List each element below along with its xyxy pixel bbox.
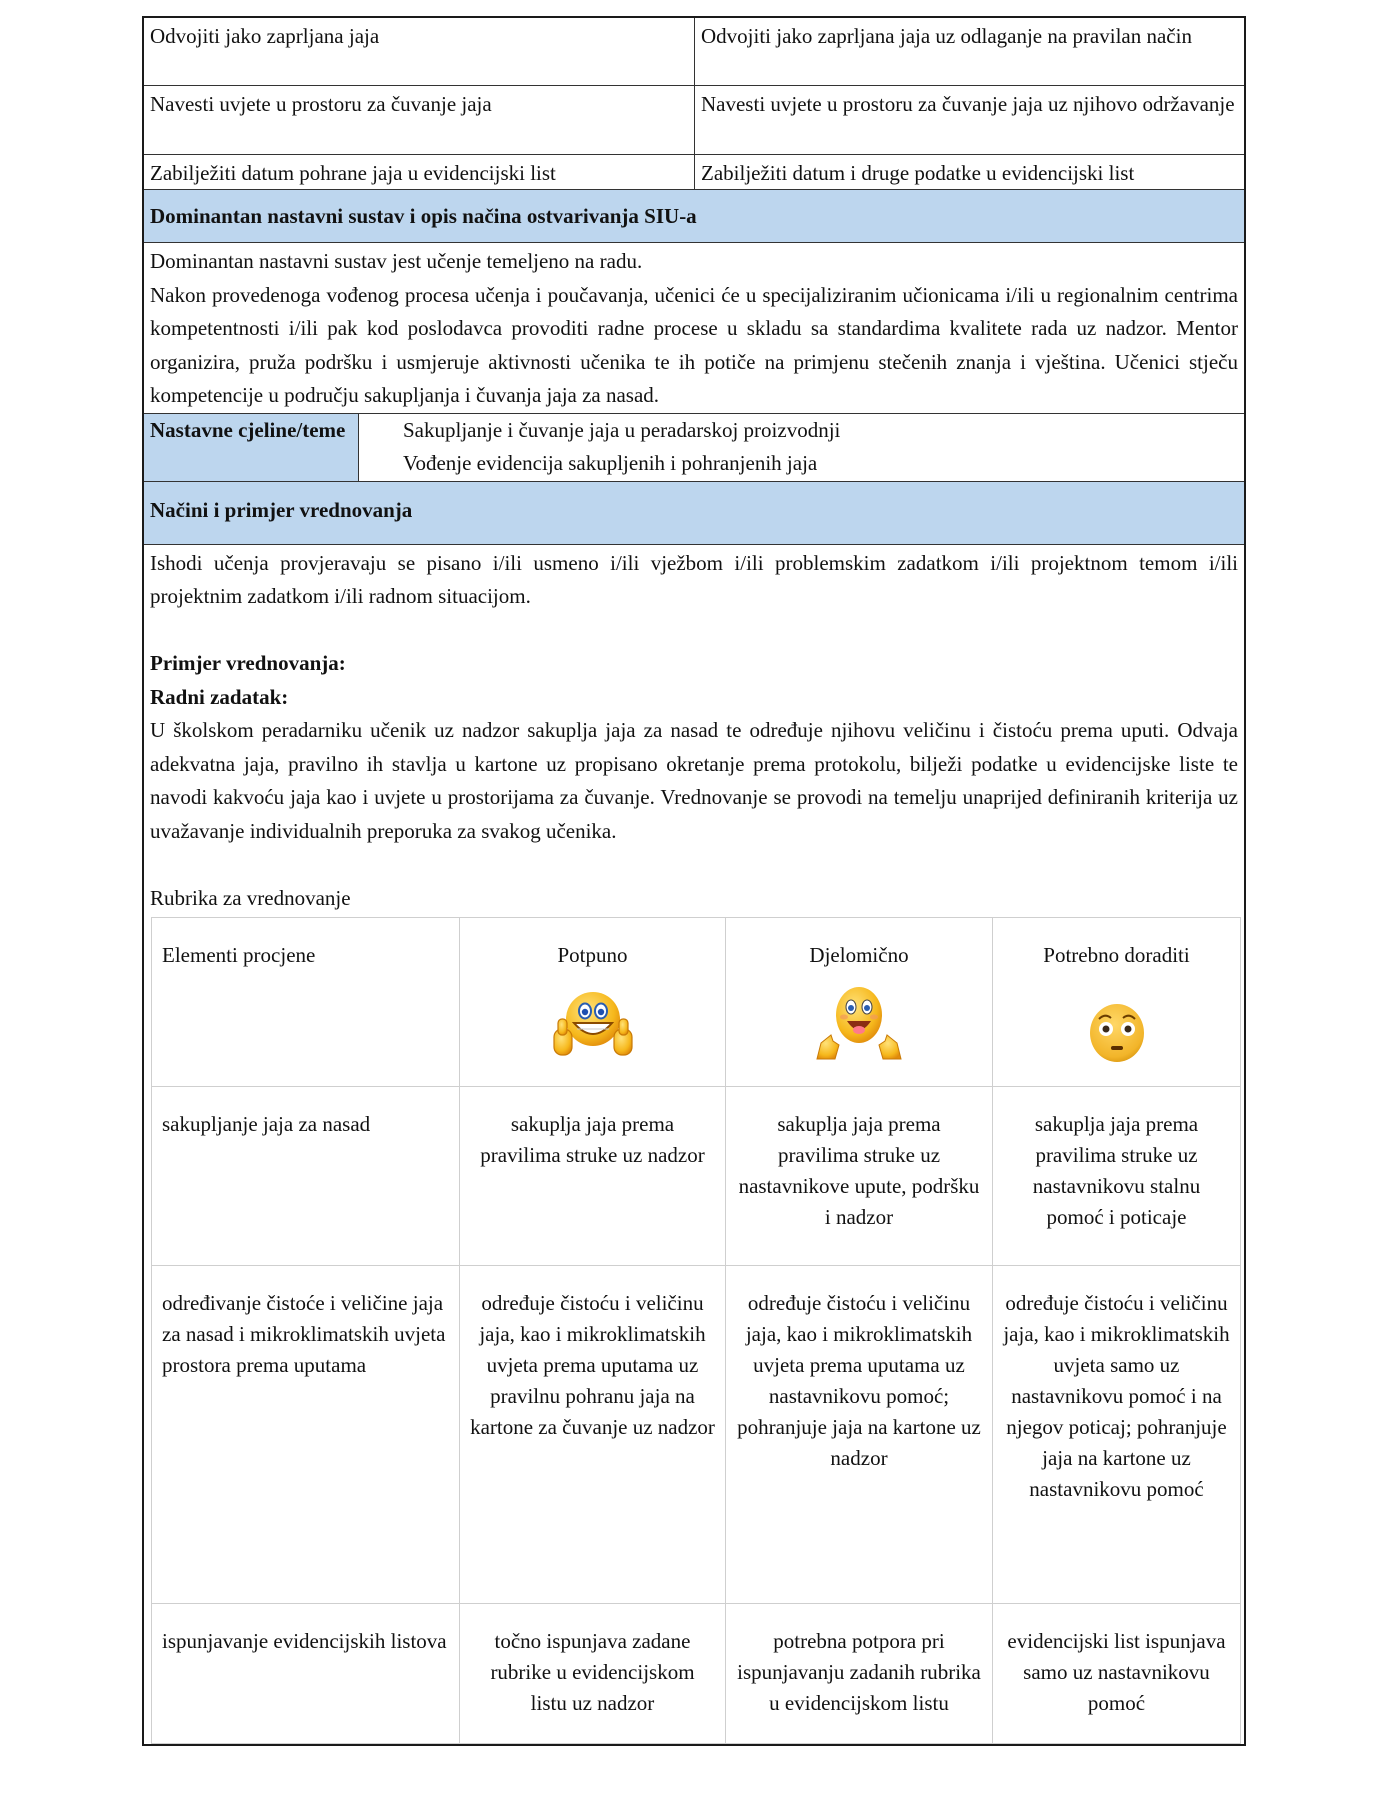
happy-pointing-emoji-icon: [811, 985, 907, 1065]
teaching-unit-item: Vođenje evidencija sakupljenih i pohranjenih jaja: [403, 450, 818, 475]
rubric-row: [152, 1604, 1241, 1744]
rubric-header-partial: [726, 918, 993, 1087]
rubric-element: ispunjavanje evidencijskih listova: [152, 1604, 460, 1744]
rubric-element: sakupljanje jaja za nasad: [152, 1087, 460, 1266]
teaching-unit-item: Sakupljanje i čuvanje jaja u peradarskoj proizvodnji: [403, 417, 841, 442]
rubric-table: [151, 917, 1241, 1744]
teaching-system-description: [144, 243, 1244, 414]
rubric-needs-work: evidencijski list ispunjava samo uz nastavnikovu pomoć: [993, 1604, 1241, 1744]
rubric-header-label: Potpuno: [557, 943, 628, 967]
evaluation-body: [144, 545, 1244, 1745]
outcome-row: [144, 18, 1244, 86]
rubric-element: određivanje čistoće i veličine jaja za nasad i mikroklimatskih uvjeta prostora prema uputama: [152, 1266, 460, 1604]
flushed-face-emoji-icon: [1082, 985, 1152, 1065]
outcome-full: Odvojiti jako zaprljana jaja uz odlaganje na pravilan način: [701, 24, 1192, 48]
example-title: Primjer vrednovanja:: [150, 651, 346, 675]
rubric-header-label: Djelomično: [809, 943, 909, 967]
outcome-min: Odvojiti jako zaprljana jaja: [144, 18, 695, 85]
rubric-row: [152, 1087, 1241, 1266]
rubric-header-needs-work: [993, 918, 1241, 1087]
rubric-full: točno ispunjava zadane rubrike u evidencijskom listu uz nadzor: [460, 1604, 726, 1744]
rubric-header-elements: [152, 918, 460, 1087]
rubric-partial: sakuplja jaja prema pravilima struke uz nastavnikove upute, podršku i nadzor: [726, 1087, 993, 1266]
document-table: [142, 16, 1246, 1746]
rubric-caption: Rubrika za vrednovanje: [150, 885, 351, 910]
rubric-header-label: Elementi procjene: [162, 943, 316, 967]
rubric-full: sakuplja jaja prema pravilima struke uz nadzor: [460, 1087, 726, 1266]
rubric-needs-work: sakuplja jaja prema pravilima struke uz nastavnikovu stalnu pomoć i poticaje: [993, 1087, 1241, 1266]
rubric-partial: određuje čistoću i veličinu jaja, kao i mikroklimatskih uvjeta prema uputama uz nastavnikovu pomoć; pohranjuje jaja na kartone uz nadzor: [726, 1266, 993, 1604]
rubric-row: [152, 1266, 1241, 1604]
outcome-min: Zabilježiti datum pohrane jaja u evidencijski list: [144, 155, 695, 189]
rubric-needs-work: određuje čistoću i veličinu jaja, kao i mikroklimatskih uvjeta samo uz nastavnikovu pomoć i na njegov poticaj; pohranjuje jaja na kartone uz nastavnikovu pomoć: [993, 1266, 1241, 1604]
teaching-units-label: Nastavne cjeline/teme: [144, 414, 359, 481]
rubric-header-full: [460, 918, 726, 1087]
rubric-partial: potrebna potpora pri ispunjavanju zadanih rubrika u evidencijskom listu: [726, 1604, 993, 1744]
task-text: U školskom peradarniku učenik uz nadzor sakuplja jaja za nasad te određuje njihovu veličinu i čistoću prema uputi. Odvaja adekvatna jaja, pravilno ih stavlja u kartone uz propisano okretanje prema protokolu, bilježi podatke u evidencijske liste te navodi kakvoću jaja kao i uvjete u prostorijama za čuvanje. Vrednovanje se provodi na temelju unaprijed definiranih kriterija uz uvažavanje individualnih preporuka za svakog učenika.: [150, 718, 1238, 843]
rubric-full: određuje čistoću i veličinu jaja, kao i mikroklimatskih uvjeta prema uputama uz pravilnu pohranu jaja na kartone za čuvanje uz nadzor: [460, 1266, 726, 1604]
outcome-row: [144, 155, 1244, 190]
grinning-thumbs-up-emoji-icon: [550, 985, 636, 1065]
outcome-min: Navesti uvjete u prostoru za čuvanje jaja: [144, 86, 695, 154]
teaching-units-row: [144, 414, 1244, 482]
teaching-system-paragraph: Nakon provedenoga vođenog procesa učenja i poučavanja, učenici će u specijaliziranim učionicama i/ili u regionalnim centrima kompetentnosti i/ili pak kod poslodavca provoditi radne procese u skladu sa standardima kvalitete rada uz nadzor. Mentor organizira, pruža podršku i usmjeruje aktivnosti učenika te ih potiče na primjenu stečenih znanja i vještina. Učenici stječu kompetencije u području sakupljanja i čuvanja jaja za nasad.: [150, 282, 1238, 407]
task-title: Radni zadatak:: [150, 684, 289, 709]
outcome-row: [144, 86, 1244, 155]
outcome-full: Navesti uvjete u prostoru za čuvanje jaja uz njihovo održavanje: [701, 92, 1235, 116]
evaluation-intro: Ishodi učenja provjeravaju se pisano i/ili usmeno i/ili vježbom i/ili problemskim zadatkom i/ili projektnom temom i/ili projektnim zadatkom i/ili radnom situacijom.: [150, 550, 1238, 608]
section-heading-teaching-system: Dominantan nastavni sustav i opis načina ostvarivanja SIU-a: [144, 190, 1244, 243]
section-heading-evaluation: Načini i primjer vrednovanja: [144, 482, 1244, 545]
rubric-header-label: Potrebno doraditi: [1043, 943, 1190, 967]
teaching-units-list: [359, 414, 1244, 481]
teaching-system-paragraph: Dominantan nastavni sustav jest učenje temeljeno na radu.: [150, 249, 643, 273]
rubric-header-row: [152, 918, 1241, 1087]
outcome-full: Zabilježiti datum i druge podatke u evidencijski list: [701, 161, 1135, 185]
